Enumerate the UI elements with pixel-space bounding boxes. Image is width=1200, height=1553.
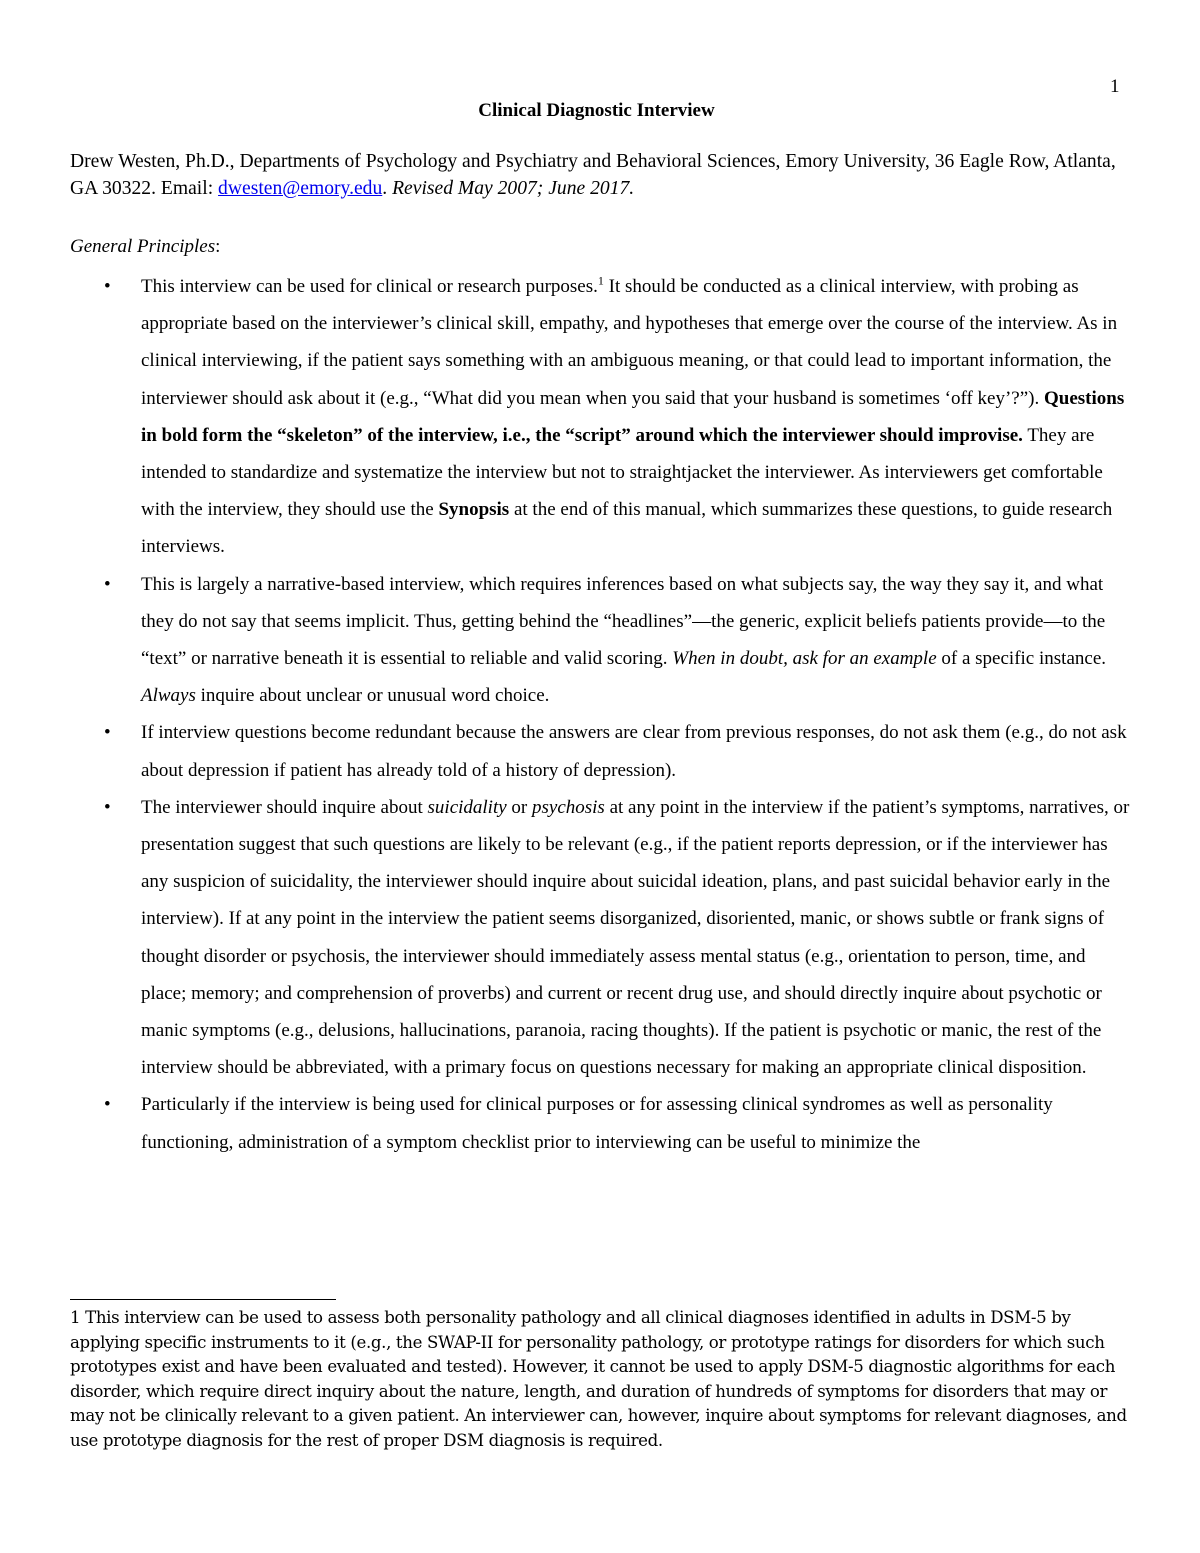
bullet-2-text-c: inquire about unclear or unusual word choice. bbox=[195, 685, 550, 707]
principle-item-1 bbox=[0, 268, 1131, 566]
bullet-1-text-a: This interview can be used for clinical or research purposes. bbox=[141, 276, 598, 297]
author-after-email: . bbox=[382, 178, 393, 199]
principle-item-2 bbox=[0, 566, 1131, 715]
synopsis-term: Synopsis bbox=[438, 499, 510, 521]
bullet-5-text: Particularly if the interview is being used for clinical purposes or for assessing clinical syndromes as well as personality functioning, administration of a symptom checklist prior to interviewing can be useful to minimize the bbox=[141, 1094, 1053, 1153]
section-heading-colon: : bbox=[215, 236, 221, 257]
revision-note: Revised May 2007; June 2017. bbox=[392, 178, 635, 199]
footnote-ref[interactable]: 1 bbox=[597, 273, 604, 288]
bullet-1-text-d: at the end of this manual, which summarizes these questions, to guide research interviews. bbox=[141, 499, 1113, 558]
bullet-icon: • bbox=[104, 722, 111, 744]
bullet-icon: • bbox=[104, 573, 111, 595]
bullet-4-text-b: or bbox=[506, 796, 532, 818]
bullet-icon: • bbox=[104, 276, 111, 297]
bullet-2-text-a: This is largely a narrative-based interview, which requires inferences based on what subjects say, the way they say it, and what they do not say that seems implicit. Thus, getting behind the “headlines”—the generic, explicit beliefs patients provide—to the “text” or narrative beneath it is essential to reliable and valid scoring. bbox=[141, 573, 1106, 670]
bullet-1-bold: Questions in bold form the “skeleton” of the interview, i.e., the “script” around which the interviewer should improvise. bbox=[141, 387, 1125, 446]
bullet-2-italic-a: When in doubt, ask for an example bbox=[672, 648, 937, 670]
bullet-4-italic-b: psychosis bbox=[532, 796, 605, 818]
bullet-1-text-c: They are intended to standardize and systematize the interview but not to straightjacket the interviewer. As interviewers get comfortable with the interview, they should use the bbox=[141, 424, 1103, 521]
principle-item-4 bbox=[0, 789, 1131, 1087]
bullet-icon: • bbox=[104, 1094, 111, 1116]
author-email-link[interactable]: dwesten@emory.edu bbox=[218, 178, 383, 199]
bullet-icon: • bbox=[104, 796, 111, 818]
bullet-2-italic-b: Always bbox=[141, 685, 196, 707]
author-info bbox=[70, 148, 1130, 202]
author-text: Drew Westen, Ph.D., Departments of Psychology and Psychiatry and Behavioral Sciences, Emory University, 36 Eagle Row, Atlanta, GA 30322. Email: bbox=[70, 151, 1116, 199]
principle-item-3 bbox=[0, 714, 1131, 788]
section-heading bbox=[70, 236, 220, 258]
footnote-1: 1 This interview can be used to assess both personality pathology and all clinical diagnoses identified in adults in DSM-5 by applying specific instruments to it (e.g., the SWAP-II for personality pathology, or prototype ratings for disorders for which such prototypes exist and have been evaluated and tested). However, it cannot be used to apply DSM-5 diagnostic algorithms for each disorder, which require direct inquiry about the nature, length, and duration of hundreds of symptoms for disorders that may or may not be clinically relevant to a given patient. An interviewer can, however, inquire about symptoms for relevant diagnoses, and use prototype diagnosis for the rest of proper DSM diagnosis is required. bbox=[70, 1308, 1127, 1450]
bullet-2-text-b: of a specific instance. bbox=[936, 648, 1106, 670]
bullet-1-text-b: It should be conducted as a clinical interview, with probing as appropriate based on the interviewer’s clinical skill, empathy, and hypotheses that emerge over the course of the interview. As in clinical interviewing, if the patient says something with an ambiguous meaning, or that could lead to important information, the interviewer should ask about it (e.g., “What did you mean when you said that your husband is sometimes ‘off key’?”). bbox=[141, 276, 1118, 409]
bullet-3-text: If interview questions become redundant because the answers are clear from previous responses, do not ask them (e.g., do not ask about depression if patient has already told of a history of depression). bbox=[141, 722, 1127, 781]
section-heading-text: General Principles bbox=[70, 236, 216, 257]
principle-item-5 bbox=[0, 1086, 1131, 1160]
bullet-4-text-a: The interviewer should inquire about bbox=[141, 796, 428, 818]
page-number: 1 bbox=[1110, 76, 1120, 97]
document-title: Clinical Diagnostic Interview bbox=[478, 100, 715, 121]
bullet-4-text-c: at any point in the interview if the patient’s symptoms, narratives, or presentation suggest that such questions are likely to be relevant (e.g., if the patient reports depression, or if the interviewer has any suspicion of suicidality, the interviewer should inquire about suicidal ideation, plans, and past suicidal behavior early in the interview). If at any point in the interview the patient seems disorganized, disoriented, manic, or shows subtle or frank signs of thought disorder or psychosis, the interviewer should immediately assess mental status (e.g., orientation to person, time, and place; memory; and comprehension of proverbs) and current or recent drug use, and should directly inquire about psychotic or manic symptoms (e.g., delusions, hallucinations, paranoia, racing thoughts). If the patient is psychotic or manic, the rest of the interview should be abbreviated, with a primary focus on questions necessary for making an appropriate clinical disposition. bbox=[141, 796, 1130, 1079]
footnote-separator bbox=[70, 1299, 336, 1300]
principles-list bbox=[0, 268, 1200, 1161]
bullet-4-italic-a: suicidality bbox=[427, 796, 507, 818]
